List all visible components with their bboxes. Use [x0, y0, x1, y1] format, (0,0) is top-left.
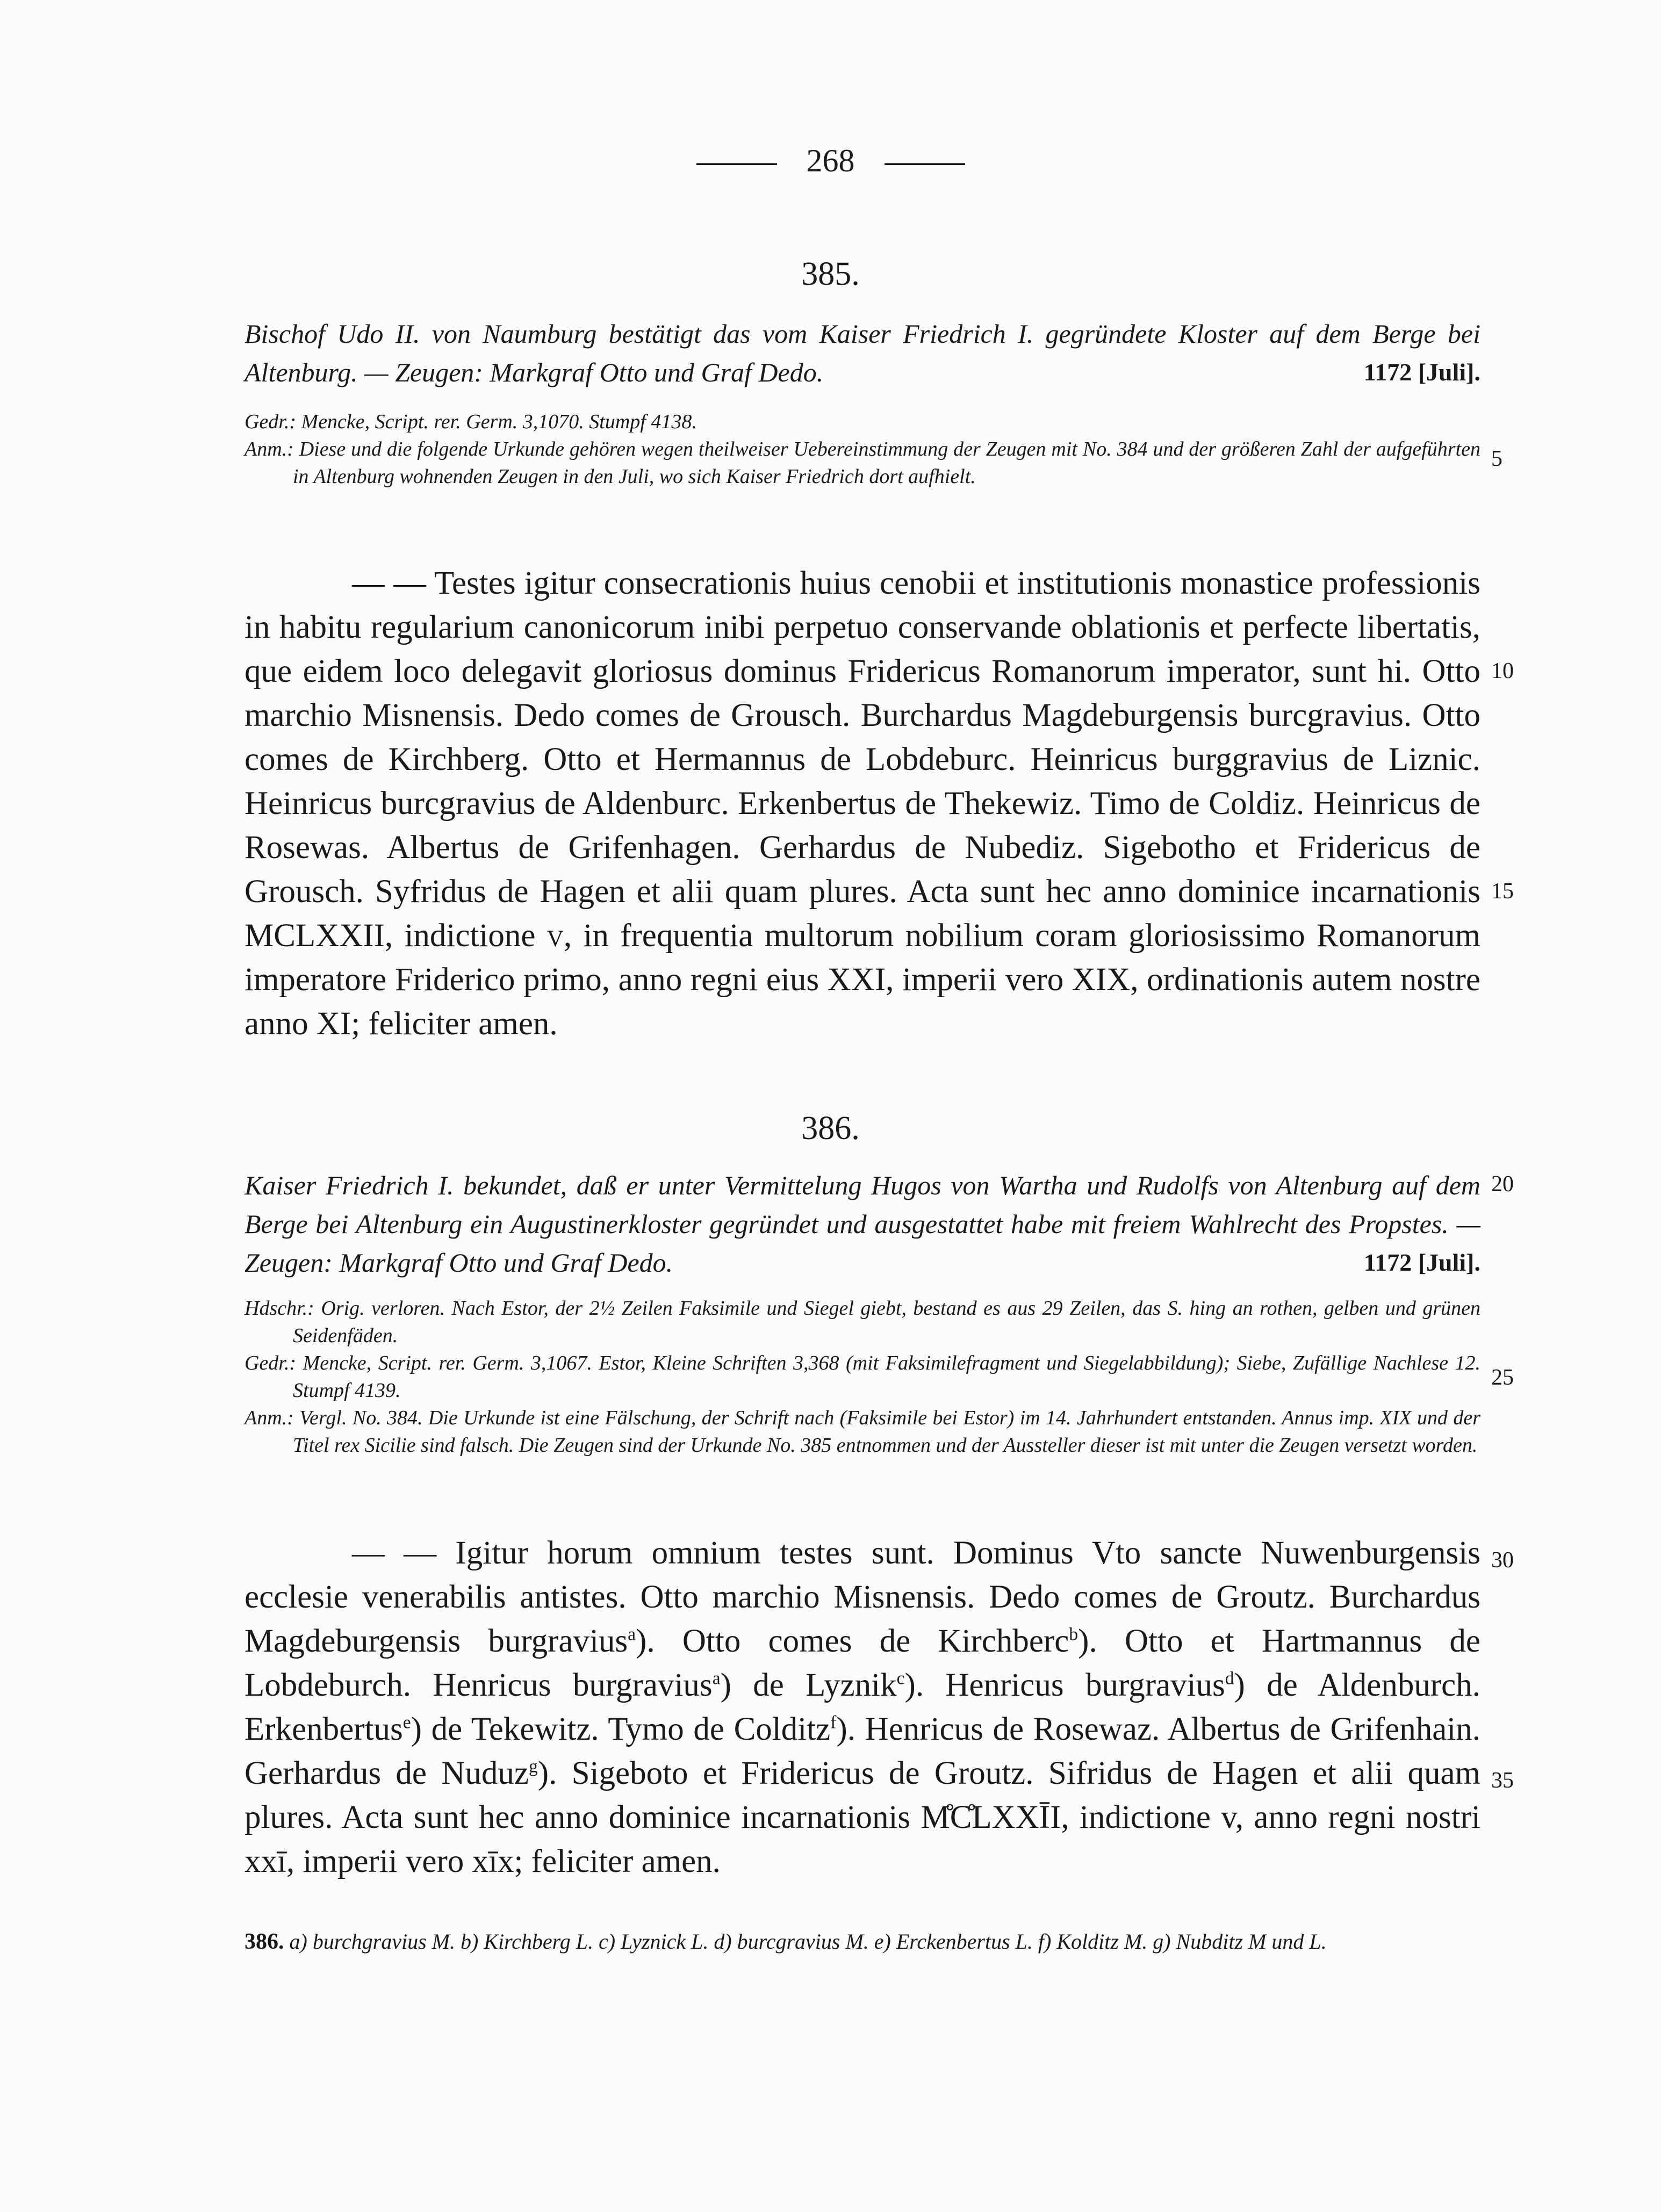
text-385-numeral: v: [547, 918, 564, 954]
text-385-part: , ordinationis autem nostre anno: [245, 962, 1480, 1042]
text-385-part: — — Testes igitur consecrationis huius cenobii et institutionis monastice professionis in habitu regularium canonicorum inibi perpetuo conservande oblationis et perfecte libertatis, que eidem loco delegavit gloriosus dominus Fridericus Romanorum imperator, sunt hi. Otto marchio Misnensis. Dedo comes de Grousch. Burchardus Magdeburgensis burcgravius. Otto comes de Kirchberg. Otto et Hermannus de Lobdeburc. Heinricus burggravius de Liznic. Heinricus burcgravius de Aldenburc. Erkenbertus de Thekewiz. Timo de Coldiz. Heinricus de Rosewas. Albertus de Grifenhagen. Gerhardus de Nubediz. Sigebotho et Fridericus de Grousch. Syfridus de Hagen et alii quam plures. Acta sunt hec anno dominice incarnationis: [245, 565, 1480, 910]
footnote-ref: a: [712, 1668, 721, 1689]
line-number-30: 30: [1491, 1548, 1514, 1573]
header-rule-right: [885, 163, 965, 165]
text-386-numeral: M̊C̊LXXĪI: [921, 1799, 1061, 1835]
footnote-ref: g: [528, 1756, 538, 1777]
text-385-part: ; feliciter amen.: [351, 1006, 558, 1042]
text-386-part: ). Henricus burgravius: [904, 1667, 1225, 1703]
footnote-ref: a: [628, 1624, 636, 1645]
regest-385: [245, 314, 1480, 392]
footnote-ref: c: [896, 1668, 905, 1689]
notes-385: [245, 408, 1480, 491]
regest-385-text: Bischof Udo II. von Naumburg bestätigt das vom Kaiser Friedrich I. gegründete Kloster auf dem Berge bei Altenburg. — Zeugen: Markgraf Otto und Graf Dedo.: [245, 319, 1480, 387]
footnote-ref: b: [1069, 1624, 1078, 1645]
line-number-5: 5: [1491, 446, 1502, 471]
text-386-part: ). Otto comes de Kirchberc: [636, 1623, 1069, 1659]
line-number-10: 10: [1491, 659, 1514, 683]
footnote-label: 386.: [245, 1929, 284, 1954]
text-385-part: , imperii vero: [886, 962, 1072, 998]
text-386-part: ). Sigeboto et Fridericus de Groutz. Sifridus de Hagen et alii quam plures. Acta sunt hec anno dominice incarnationis: [245, 1755, 1480, 1835]
date-386: 1172 [Juli].: [1363, 1249, 1480, 1276]
text-385: [245, 561, 1480, 1046]
text-386-part: ). Otto et Hartmannus de Lobdeburch. Henricus burgravius: [245, 1623, 1480, 1703]
regest-386: [245, 1166, 1480, 1282]
footnote-ref: e: [402, 1712, 411, 1733]
note-386-hdschr: Hdschr.: Orig. verloren. Nach Estor, der 2½ Zeilen Faksimile und Siegel giebt, bestand es aus 29 Zeilen, das S. hing an rothen, gelben und grünen Seidenfäden.: [245, 1297, 1480, 1347]
text-386-part: ). Henricus de Rosewaz. Albertus de Grifenhain. Gerhardus de Nuduz: [245, 1711, 1480, 1791]
text-385-numeral: XIX: [1072, 962, 1131, 998]
text-386: [245, 1531, 1480, 1884]
regest-386-text: Kaiser Friedrich I. bekundet, daß er unter Vermittelung Hugos von Wartha und Rudolfs von Altenburg auf dem Berge bei Altenburg ein Augustinerkloster gegründet und ausgestattet habe mit freiem Wahlrecht des Propstes. — Zeugen: Markgraf Otto und Graf Dedo.: [245, 1170, 1480, 1278]
text-386-part: , indictione v, anno regni nostri: [1061, 1799, 1480, 1835]
text-386-numeral: xxī: [245, 1843, 286, 1879]
text-385-numeral: XXI: [827, 962, 886, 998]
note-386-anm: Anm.: Vergl. No. 384. Die Urkunde ist eine Fälschung, der Schrift nach (Faksimile bei Estor) im 14. Jahrhundert entstanden. Annus imp. XIX und der Titel rex Sicilie sind falsch. Die Zeugen sind der Urkunde No. 385 entnommen und der Aussteller dieser ist mit unter die Zeugen versetzt worden.: [245, 1407, 1480, 1457]
note-385-gedr: Gedr.: Mencke, Script. rer. Germ. 3,1070. Stumpf 4138.: [245, 410, 697, 433]
notes-386: [245, 1295, 1480, 1459]
footnote-text: a) burchgravius M. b) Kirchberg L. c) Lyznick L. d) burcgravius M. e) Erckenbertus L. f) Kolditz M. g) Nubditz M und L.: [289, 1929, 1327, 1954]
line-number-25: 25: [1491, 1365, 1514, 1390]
line-number-20: 20: [1491, 1172, 1514, 1197]
doc-number-385: 385.: [801, 256, 860, 292]
line-number-15: 15: [1491, 879, 1514, 904]
text-385-numeral: MCLXXII: [245, 918, 385, 954]
text-386-part: ) de Tekewitz. Tymo de Colditz: [411, 1711, 831, 1747]
note-386-gedr: Gedr.: Mencke, Script. rer. Germ. 3,1067. Estor, Kleine Schriften 3,368 (mit Faksimilefragment und Siegelabbildung); Siebe, Zufällige Nachlese 12. Stumpf 4139.: [245, 1352, 1480, 1402]
page-header: [0, 142, 1661, 179]
date-385: 1172 [Juli].: [1363, 358, 1480, 386]
text-386-part: ) de Aldenburch. Erkenbertus: [245, 1667, 1480, 1747]
footnote-ref: f: [830, 1712, 837, 1733]
text-386-part: ) de Lyznik: [720, 1667, 897, 1703]
text-385-numeral: XI: [316, 1006, 351, 1042]
text-386-numeral: xīx: [472, 1843, 514, 1879]
footnotes-386: [245, 1926, 1480, 1957]
note-385-anm: Anm.: Diese und die folgende Urkunde gehören wegen theilweiser Uebereinstimmung der Zeugen mit No. 384 und der größeren Zahl der aufgeführten in Altenburg wohnenden Zeugen in den Juli, wo sich Kaiser Friedrich dort aufhielt.: [245, 438, 1480, 488]
line-number-35: 35: [1491, 1768, 1514, 1793]
header-rule-left: [696, 163, 777, 165]
text-386-part: , imperii vero: [286, 1843, 472, 1879]
text-385-part: , in frequentia multorum nobilium coram gloriosissimo Romanorum imperatore Friderico primo, anno regni eius: [245, 918, 1480, 998]
text-386-part: — — Igitur horum omnium testes sunt. Dominus Vto sancte Nuwenburgensis ecclesie venerabilis antistes. Otto marchio Misnensis. Dedo comes de Groutz. Burchardus Magdeburgensis burgravius: [245, 1535, 1480, 1659]
doc-number-386: 386.: [801, 1110, 860, 1147]
text-386-part: ; feliciter amen.: [514, 1843, 721, 1879]
page-number: 268: [806, 143, 855, 178]
text-385-part: , indictione: [384, 918, 547, 954]
footnote-ref: d: [1225, 1668, 1234, 1689]
